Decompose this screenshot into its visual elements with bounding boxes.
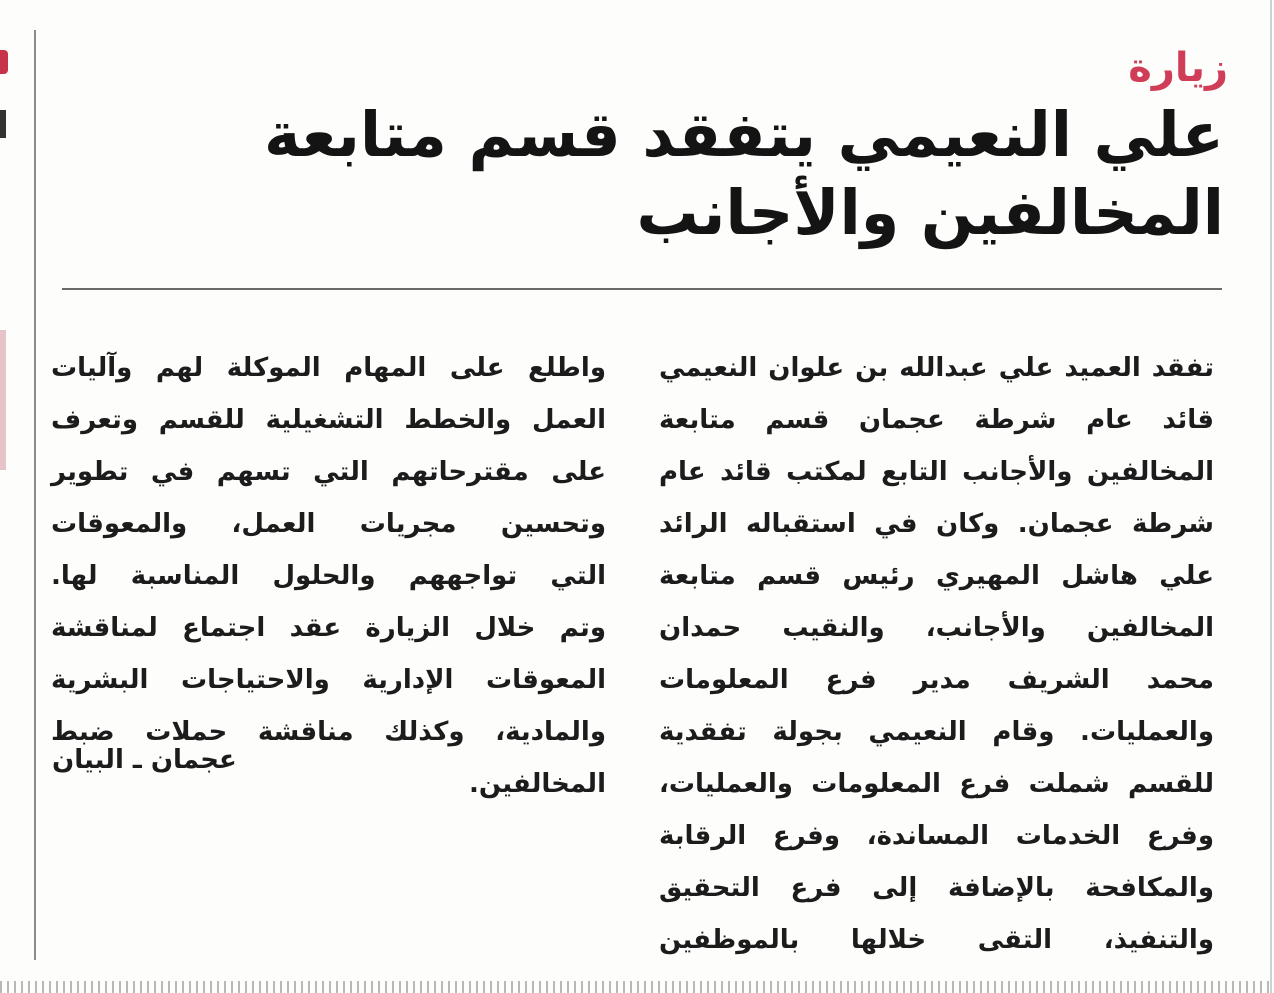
- text-line: شرطة عجمان. وكان في استقباله الرائد: [659, 509, 1214, 539]
- text-line: المخالفين.: [469, 769, 606, 799]
- text-line: للقسم شملت فرع المعلومات والعمليات،: [659, 769, 1214, 799]
- text-line: وفرع الخدمات المساندة، وفرع الرقابة: [659, 821, 1214, 851]
- text-line: تفقد العميد علي عبدالله بن علوان النعيمي: [659, 353, 1214, 383]
- text-line: محمد الشريف مدير فرع المعلومات: [659, 665, 1214, 695]
- text-line: المخالفين والأجانب التابع لمكتب قائد عام: [659, 457, 1214, 487]
- adjacent-column-rule: [34, 30, 36, 960]
- headline-line: علي النعيمي يتفقد قسم متابعة: [264, 98, 1224, 171]
- text-line: والتنفيذ، التقى خلالها بالموظفين: [659, 925, 1214, 955]
- text-line: المعوقات الإدارية والاحتياجات البشرية: [51, 665, 606, 695]
- text-line: والمكافحة بالإضافة إلى فرع التحقيق: [659, 873, 1214, 903]
- text-line: قائد عام شرطة عجمان قسم متابعة: [659, 405, 1214, 435]
- text-line: واطلع على المهام الموكلة لهم وآليات: [51, 353, 606, 383]
- text-line: العمل والخطط التشغيلية للقسم وتعرف: [51, 405, 606, 435]
- adjacent-column-fragment: [0, 50, 8, 74]
- text-line: والمادية، وكذلك مناقشة حملات ضبط: [51, 717, 606, 747]
- perforation-edge: [0, 981, 1274, 993]
- text-line: على مقترحاتهم التي تسهم في تطوير: [51, 457, 606, 487]
- adjacent-column-fragment: [0, 330, 6, 470]
- text-line: علي هاشل المهيري رئيس قسم متابعة: [659, 561, 1214, 591]
- article-column-right: [659, 342, 1214, 966]
- text-line: وتم خلال الزيارة عقد اجتماع لمناقشة: [51, 613, 606, 643]
- page-edge: [1270, 0, 1272, 993]
- headline-line: المخالفين والأجانب: [636, 176, 1224, 249]
- article-kicker: زيارة: [1128, 45, 1228, 91]
- text-line: المخالفين والأجانب، والنقيب حمدان: [659, 613, 1214, 643]
- article-headline: [264, 96, 1224, 252]
- text-line: وتحسين مجريات العمل، والمعوقات: [51, 509, 606, 539]
- text-line: التي تواجههم والحلول المناسبة لها.: [51, 561, 606, 591]
- article-byline: عجمان ـ البيان: [52, 745, 237, 775]
- adjacent-column-fragment: [0, 110, 6, 138]
- text-line: والعمليات. وقام النعيمي بجولة تفقدية: [659, 717, 1214, 747]
- headline-divider: [62, 288, 1222, 290]
- article-column-left: [51, 342, 606, 810]
